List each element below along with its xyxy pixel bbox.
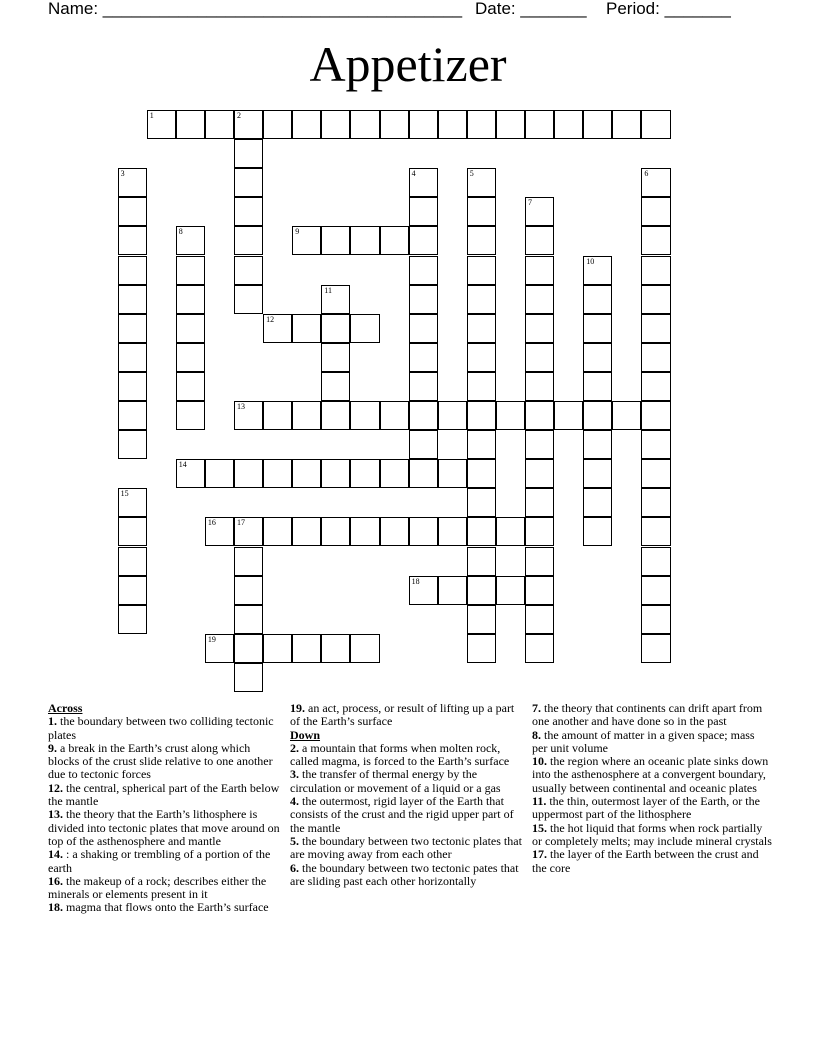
grid-cell[interactable] — [321, 634, 350, 663]
clue-number: 6 — [644, 169, 649, 179]
clue-down-8: 8. the amount of matter in a given space; mass per unit volume — [532, 727, 755, 755]
grid-cell[interactable] — [525, 634, 554, 663]
grid-cell[interactable] — [321, 226, 350, 255]
grid-cell[interactable] — [118, 314, 147, 343]
clue-across-19: 19. an act, process, or result of lifting up a part of the Earth’s surface — [290, 701, 515, 729]
grid-cell[interactable] — [467, 517, 496, 546]
grid-cell[interactable] — [205, 459, 234, 488]
grid-cell[interactable] — [321, 110, 350, 139]
grid-cell[interactable] — [641, 285, 670, 314]
grid-cell[interactable] — [321, 343, 350, 372]
grid-cell[interactable] — [409, 517, 438, 546]
clue-number: 17 — [237, 518, 245, 528]
grid-cell[interactable] — [409, 459, 438, 488]
grid-cell[interactable] — [467, 576, 496, 605]
grid-cell[interactable] — [641, 343, 670, 372]
puzzle-title: Appetizer — [309, 36, 507, 92]
clue-across-12: 12. the central, spherical part of the Earth below the mantle — [48, 780, 280, 809]
grid-cell[interactable] — [467, 256, 496, 285]
grid-cell[interactable] — [583, 343, 612, 372]
grid-cell[interactable] — [612, 110, 641, 139]
grid-cell[interactable] — [292, 634, 321, 663]
grid-cell[interactable] — [409, 576, 438, 605]
grid-cell[interactable] — [554, 401, 583, 430]
clue-number: 7 — [528, 198, 532, 208]
grid-cell[interactable] — [467, 634, 496, 663]
clue-down-15: 15. the hot liquid that forms when rock partially or completely melts; may include mineral crystals — [532, 820, 772, 848]
grid-cell[interactable] — [350, 517, 379, 546]
grid-cell[interactable] — [438, 401, 467, 430]
grid-cell[interactable] — [234, 517, 263, 546]
grid-cell[interactable] — [118, 547, 147, 576]
grid-cell[interactable] — [234, 110, 263, 139]
grid-cell[interactable] — [176, 372, 205, 401]
clue-down-2: 2. a mountain that forms when molten rock, called magma, is forced to the Earth’s surface — [290, 740, 510, 769]
grid-cell[interactable] — [292, 110, 321, 139]
grid-cell[interactable] — [641, 634, 670, 663]
grid-cell[interactable] — [234, 256, 263, 285]
grid-cell[interactable] — [234, 401, 263, 430]
grid-cell[interactable] — [641, 256, 670, 285]
grid-cell[interactable] — [583, 285, 612, 314]
grid-cell[interactable] — [147, 110, 176, 139]
clue-down-4: 4. the outermost, rigid layer of the Earth that consists of the crust and the rigid upper part of the mantle — [290, 794, 514, 835]
grid-cell[interactable] — [176, 110, 205, 139]
grid-cell[interactable] — [467, 110, 496, 139]
grid-cell[interactable] — [525, 197, 554, 226]
grid-cell[interactable] — [350, 314, 379, 343]
grid-cell[interactable] — [583, 110, 612, 139]
grid-cell[interactable] — [641, 576, 670, 605]
grid-cell[interactable] — [467, 459, 496, 488]
clue-across-1: 1. the boundary between two colliding tectonic plates — [48, 714, 274, 742]
grid-cell[interactable] — [118, 430, 147, 459]
clue-across-13: 13. the theory that the Earth’s lithosphere is divided into tectonic plates that move around on top of the asthenosphere and mantle — [48, 807, 280, 848]
grid-cell[interactable] — [263, 517, 292, 546]
grid-cell[interactable] — [118, 285, 147, 314]
grid-cell[interactable] — [176, 226, 205, 255]
grid-cell[interactable] — [409, 285, 438, 314]
grid-cell[interactable] — [467, 430, 496, 459]
grid-cell[interactable] — [525, 547, 554, 576]
grid-cell[interactable] — [380, 110, 409, 139]
grid-cell[interactable] — [496, 401, 525, 430]
grid-cell[interactable] — [583, 314, 612, 343]
grid-cell[interactable] — [234, 634, 263, 663]
grid-cell[interactable] — [321, 314, 350, 343]
name-field[interactable]: Name: ______________________________________ — [48, 0, 463, 18]
grid-cell[interactable] — [380, 459, 409, 488]
grid-cell[interactable] — [380, 226, 409, 255]
clue-number: 5 — [469, 169, 474, 179]
grid-cell[interactable] — [118, 197, 147, 226]
grid-cell[interactable] — [525, 314, 554, 343]
grid-cell[interactable] — [641, 547, 670, 576]
grid-cell[interactable] — [525, 401, 554, 430]
grid-cell[interactable] — [321, 459, 350, 488]
date-field[interactable]: Date: _______ — [475, 0, 587, 18]
grid-cell[interactable] — [292, 226, 321, 255]
grid-cell[interactable] — [525, 343, 554, 372]
period-field[interactable]: Period: _______ — [606, 0, 731, 18]
clue-across-9: 9. a break in the Earth’s crust along which blocks of the crust slide relative to one another due to tectonic forces — [48, 740, 273, 782]
clue-number: 8 — [178, 227, 183, 237]
grid-cell[interactable] — [234, 226, 263, 255]
grid-cell[interactable] — [583, 256, 612, 285]
grid-cell[interactable] — [234, 168, 263, 197]
grid-cell[interactable] — [496, 110, 525, 139]
grid-cell[interactable] — [176, 256, 205, 285]
grid-cell[interactable] — [350, 110, 379, 139]
grid-cell[interactable] — [350, 634, 379, 663]
grid-cell[interactable] — [467, 314, 496, 343]
grid-cell[interactable] — [467, 168, 496, 197]
grid-cell[interactable] — [350, 226, 379, 255]
clue-number: 11 — [324, 285, 332, 295]
grid-cell[interactable] — [263, 314, 292, 343]
clue-number: 19 — [207, 634, 216, 644]
clue-number: 14 — [178, 460, 187, 470]
grid-cell[interactable] — [583, 488, 612, 517]
grid-cell[interactable] — [641, 401, 670, 430]
grid-cell[interactable] — [409, 110, 438, 139]
grid-cell[interactable] — [234, 576, 263, 605]
grid-cell[interactable] — [467, 285, 496, 314]
grid-cell[interactable] — [234, 605, 263, 634]
grid-cell[interactable] — [583, 430, 612, 459]
grid-cell[interactable] — [583, 401, 612, 430]
clue-number: 18 — [411, 576, 420, 586]
grid-cell[interactable] — [234, 663, 263, 692]
grid-cell[interactable] — [496, 576, 525, 605]
grid-cell[interactable] — [118, 168, 147, 197]
clue-down-5: 5. the boundary between two tectonic plates that are moving away from each other — [290, 833, 522, 862]
grid-cell[interactable] — [176, 285, 205, 314]
grid-cell[interactable] — [467, 488, 496, 517]
grid-cell[interactable] — [292, 314, 321, 343]
grid-cell[interactable] — [409, 314, 438, 343]
grid-cell[interactable] — [118, 401, 147, 430]
grid-cell[interactable] — [612, 401, 641, 430]
grid-cell[interactable] — [321, 372, 350, 401]
grid-cell[interactable] — [467, 343, 496, 372]
grid-cell[interactable] — [641, 488, 670, 517]
grid-cell[interactable] — [583, 372, 612, 401]
grid-cell[interactable] — [350, 401, 379, 430]
grid-cell[interactable] — [583, 517, 612, 546]
grid-cell[interactable] — [525, 576, 554, 605]
clue-down-6: 6. the boundary between two tectonic pates that are sliding past each other horizontally — [290, 860, 519, 888]
grid-cell[interactable] — [525, 488, 554, 517]
clue-number: 12 — [266, 314, 275, 324]
clue-across-16: 16. the makeup of a rock; describes either the minerals or elements present in it — [48, 873, 267, 902]
clue-number: 1 — [149, 111, 154, 120]
clues-column-1 — [48, 702, 284, 915]
grid-cell[interactable] — [118, 517, 147, 546]
grid-cell[interactable] — [641, 430, 670, 459]
clue-number: 2 — [237, 111, 241, 120]
grid-cell[interactable] — [321, 285, 350, 314]
grid-cell[interactable] — [409, 197, 438, 226]
grid-cell[interactable] — [234, 459, 263, 488]
grid-cell[interactable] — [263, 634, 292, 663]
grid-cell[interactable] — [234, 547, 263, 576]
grid-cell[interactable] — [554, 110, 583, 139]
grid-cell[interactable] — [263, 401, 292, 430]
across-heading: Across — [48, 701, 83, 715]
grid-cell[interactable] — [467, 401, 496, 430]
grid-cell[interactable] — [409, 168, 438, 197]
clue-number: 4 — [411, 169, 416, 179]
grid-cell[interactable] — [380, 401, 409, 430]
down-heading: Down — [290, 727, 321, 742]
grid-cell[interactable] — [205, 517, 234, 546]
grid-cell[interactable] — [321, 517, 350, 546]
clue-across-14: 14. : a shaking or trembling of a portion of the earth — [48, 847, 271, 875]
grid-cell[interactable] — [641, 110, 670, 139]
clue-number: 3 — [120, 169, 125, 179]
clue-number: 10 — [586, 256, 595, 266]
grid-cell[interactable] — [409, 226, 438, 255]
clue-down-10: 10. the region where an oceanic plate sinks down into the asthenosphere at a convergent boundary, usually between continental and oceanic plates — [532, 754, 769, 795]
grid-cell[interactable] — [176, 459, 205, 488]
grid-cell[interactable] — [321, 401, 350, 430]
grid-cell[interactable] — [467, 226, 496, 255]
grid-cell[interactable] — [583, 459, 612, 488]
grid-cell[interactable] — [525, 372, 554, 401]
grid-cell[interactable] — [525, 605, 554, 634]
grid-cell[interactable] — [641, 459, 670, 488]
grid-cell[interactable] — [409, 401, 438, 430]
clue-down-11: 11. the thin, outermost layer of the Earth, or the uppermost part of the lithosphere — [532, 794, 760, 822]
clues-column-2 — [290, 702, 522, 888]
grid-cell[interactable] — [176, 343, 205, 372]
grid-cell[interactable] — [118, 256, 147, 285]
clue-number: 16 — [207, 518, 216, 528]
grid-cell[interactable] — [467, 197, 496, 226]
grid-cell[interactable] — [118, 576, 147, 605]
grid-cell[interactable] — [380, 517, 409, 546]
grid-cell[interactable] — [176, 314, 205, 343]
grid-cell[interactable] — [438, 459, 467, 488]
grid-cell[interactable] — [438, 110, 467, 139]
grid-cell[interactable] — [292, 401, 321, 430]
grid-cell[interactable] — [641, 168, 670, 197]
grid-cell[interactable] — [641, 605, 670, 634]
grid-cell[interactable] — [409, 343, 438, 372]
clues-column-3 — [532, 702, 772, 875]
grid-cell[interactable] — [234, 285, 263, 314]
grid-cell[interactable] — [205, 634, 234, 663]
grid-cell[interactable] — [525, 226, 554, 255]
clue-down-7: 7. the theory that continents can drift apart from one another and have done so in the past — [532, 701, 763, 729]
grid-cell[interactable] — [525, 110, 554, 139]
grid-cell[interactable] — [467, 605, 496, 634]
grid-cell[interactable] — [350, 459, 379, 488]
grid-cell[interactable] — [467, 372, 496, 401]
grid-cell[interactable] — [118, 605, 147, 634]
grid-cell[interactable] — [525, 285, 554, 314]
clue-number: 15 — [120, 489, 129, 499]
grid-cell[interactable] — [118, 372, 147, 401]
grid-cell[interactable] — [438, 576, 467, 605]
grid-cell[interactable] — [292, 459, 321, 488]
grid-cell[interactable] — [525, 459, 554, 488]
clue-down-3: 3. the transfer of thermal energy by the circulation or movement of a liquid or a gas — [290, 767, 501, 795]
clue-across-18: 18. magma that flows onto the Earth’s surface — [48, 900, 269, 915]
grid-cell[interactable] — [118, 488, 147, 517]
grid-cell[interactable] — [263, 459, 292, 488]
grid-cell[interactable] — [641, 314, 670, 343]
clue-number: 9 — [295, 227, 300, 237]
grid-cell[interactable] — [234, 197, 263, 226]
grid-cell[interactable] — [118, 343, 147, 372]
grid-cell[interactable] — [525, 517, 554, 546]
grid-cell[interactable] — [641, 197, 670, 226]
grid-cell[interactable] — [409, 256, 438, 285]
clue-number: 13 — [237, 402, 245, 411]
grid-cell[interactable] — [409, 372, 438, 401]
grid-cell[interactable] — [118, 226, 147, 255]
grid-cell[interactable] — [292, 517, 321, 546]
grid-cell[interactable] — [438, 517, 467, 546]
grid-cell[interactable] — [525, 256, 554, 285]
grid-cell[interactable] — [467, 547, 496, 576]
grid-cell[interactable] — [641, 372, 670, 401]
grid-cell[interactable] — [234, 139, 263, 168]
grid-cell[interactable] — [263, 110, 292, 139]
clue-down-17: 17. the layer of the Earth between the crust and the core — [532, 847, 759, 875]
grid-cell[interactable] — [409, 430, 438, 459]
grid-cell[interactable] — [641, 517, 670, 546]
grid-cell[interactable] — [176, 401, 205, 430]
grid-cell[interactable] — [525, 430, 554, 459]
grid-cell[interactable] — [641, 226, 670, 255]
grid-cell[interactable] — [496, 517, 525, 546]
grid-cell[interactable] — [205, 110, 234, 139]
